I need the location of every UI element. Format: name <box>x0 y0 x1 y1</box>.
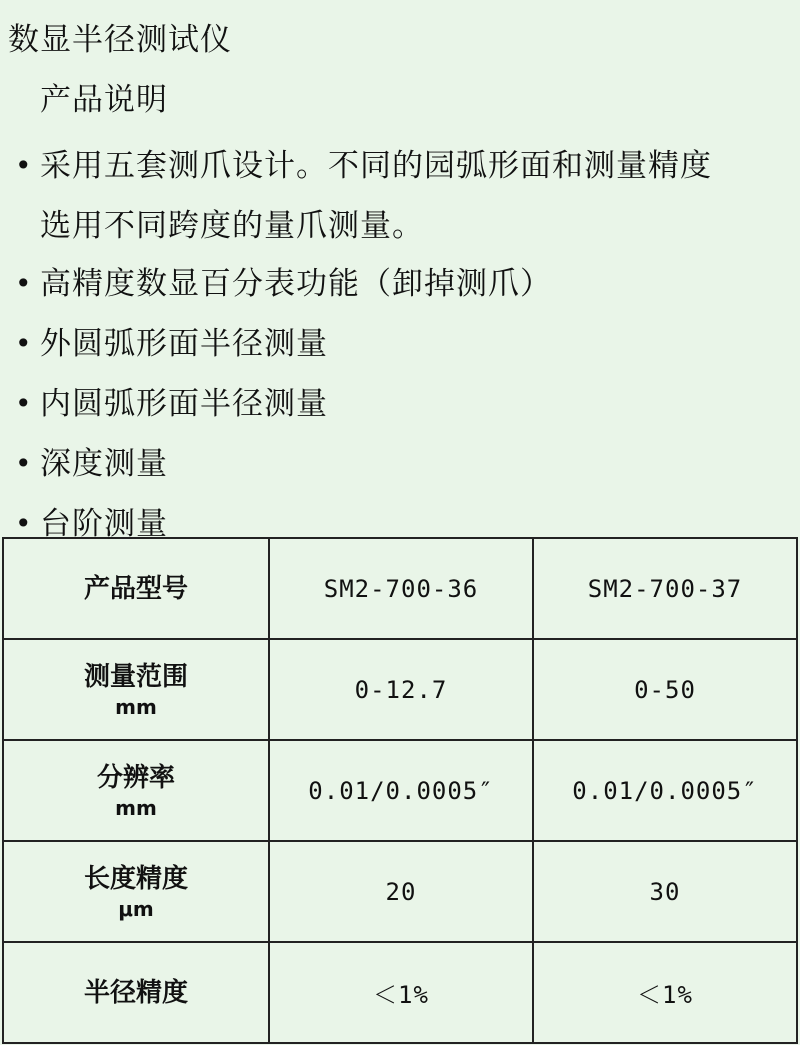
feature-text: 内圆弧形面半径测量 <box>40 386 328 422</box>
feature-text: 深度测量 <box>40 446 168 482</box>
row-label: 长度精度 <box>83 863 188 894</box>
table-row <box>3 841 797 942</box>
row-header <box>3 538 269 639</box>
bullet-icon: • <box>15 327 33 360</box>
feature-text: 高精度数显百分表功能（卸掉测爪） <box>40 266 552 302</box>
feature-item <box>0 434 800 494</box>
row-header <box>3 639 269 740</box>
feature-text: 台阶测量 <box>40 506 168 542</box>
feature-item <box>0 136 800 196</box>
table-cell: 0.01/0.0005″ <box>533 740 797 841</box>
feature-text: 外圆弧形面半径测量 <box>40 326 328 362</box>
table-row <box>3 639 797 740</box>
bullet-icon: • <box>15 149 33 182</box>
table-cell: SM2-700-36 <box>269 538 533 639</box>
table-row <box>3 538 797 639</box>
feature-item <box>0 374 800 434</box>
row-label: 半径精度 <box>83 977 188 1008</box>
product-title: 数显半径测试仪 <box>8 22 232 58</box>
table-cell: 20 <box>269 841 533 942</box>
feature-list <box>0 136 800 554</box>
row-label: 分辨率 <box>96 762 175 793</box>
row-header <box>3 942 269 1043</box>
table-cell: 0.01/0.0005″ <box>269 740 533 841</box>
product-description-heading: 产品说明 <box>40 82 168 118</box>
row-header <box>3 841 269 942</box>
table-cell: ＜1% <box>533 942 797 1043</box>
row-unit: μm <box>118 896 154 921</box>
feature-text: 采用五套测爪设计。不同的园弧形面和测量精度 <box>40 148 712 184</box>
table-cell: 0-50 <box>533 639 797 740</box>
feature-text: 选用不同跨度的量爪测量。 <box>40 208 424 244</box>
row-label: 测量范围 <box>83 661 188 692</box>
feature-item <box>0 254 800 314</box>
row-label: 产品型号 <box>83 573 188 604</box>
bullet-icon: • <box>15 507 33 540</box>
row-header <box>3 740 269 841</box>
table-cell: ＜1% <box>269 942 533 1043</box>
feature-item <box>0 314 800 374</box>
bullet-icon: • <box>15 447 33 480</box>
table-cell: 30 <box>533 841 797 942</box>
table-cell: SM2-700-37 <box>533 538 797 639</box>
row-unit: mm <box>115 795 157 820</box>
table-row <box>3 942 797 1043</box>
row-unit: mm <box>115 694 157 719</box>
spec-table <box>2 537 798 1044</box>
table-cell: 0-12.7 <box>269 639 533 740</box>
bullet-icon: • <box>15 387 33 420</box>
bullet-icon: • <box>15 267 33 300</box>
table-row <box>3 740 797 841</box>
feature-item-continuation <box>0 196 800 254</box>
